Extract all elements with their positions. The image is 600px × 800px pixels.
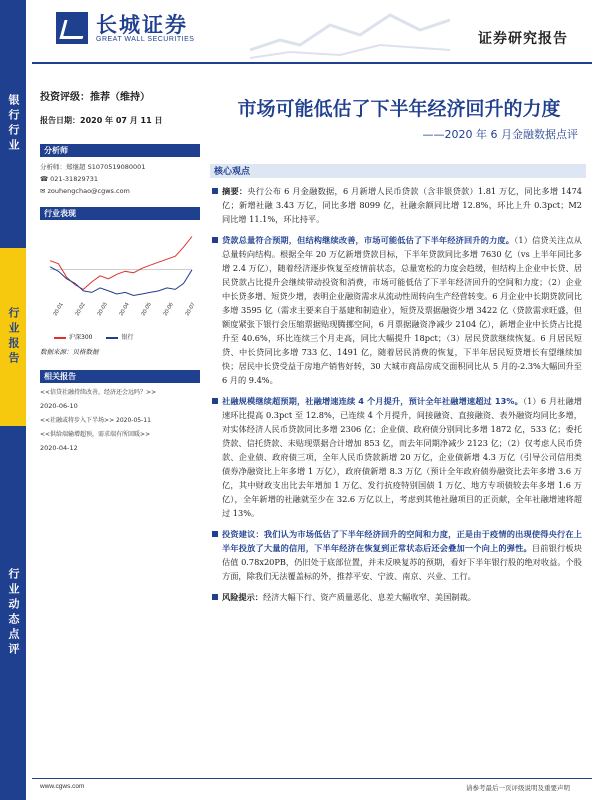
x-tick-label: 20-04 (118, 301, 131, 317)
side-label-text: 行业动态点评 (7, 568, 20, 658)
analyst-phone (40, 173, 200, 185)
x-tick-label: 20-06 (162, 301, 175, 317)
para-lead: 摘要： (222, 186, 248, 196)
related-report-date: 2020-04-12 (40, 444, 78, 452)
para-text: 经济大幅下行、资产质量恶化、息差大幅收窄、美国制裁。 (262, 592, 476, 602)
analyst-email[interactable] (40, 185, 200, 197)
series-line-1 (50, 267, 192, 296)
side-label-text: 银行行业 (7, 94, 20, 154)
related-section-head: 相关报告 (40, 370, 200, 383)
side-label-text: 行业报告 (7, 307, 20, 367)
x-tick-label: 20-07 (184, 301, 197, 317)
main-content (212, 184, 582, 611)
report-type-label: 证券研究报告 (478, 31, 568, 47)
page-header (0, 0, 600, 62)
side-label-industry (0, 0, 26, 248)
paragraph-social-financing (212, 394, 582, 520)
left-info-column (40, 88, 200, 457)
related-report-title[interactable]: <<信贷社融持续改善，经济还会远吗？>> (40, 389, 157, 396)
footer-website[interactable]: www.cgws.com (40, 783, 85, 790)
para-lead: 社融规模继续超预期，社融增速连续 4 个月提升，预计全年社融增速超过 13%。 (222, 396, 523, 406)
legend-label: 沪深300 (69, 334, 93, 341)
chart-source: 数据来源：贝格数据 (40, 348, 99, 356)
para-text: 央行公布 6 月金融数据，6 月新增人民币贷款（含非银贷款）1.81 万亿，同比多增 1474 亿；新增社融 3.43 万亿，同比多增 8099 亿，社融余额同比增 12.8%，环比上升 0.3pct；M2 同比增 11.1%，环比持平。 (222, 186, 582, 224)
analyst-name: 分析师：郑继超 S1070519080001 (40, 163, 146, 171)
legend-label: 银行 (121, 334, 134, 341)
legend-item-hs300 (54, 332, 92, 341)
paragraph-summary (212, 184, 582, 226)
core-view-label: 核心观点 (214, 164, 250, 177)
investment-rating: 投资评级：推荐（维持） (40, 92, 150, 103)
para-lead: 投资建议：我们认为市场低估了下半年经济回升的空间和力度，正是由于疫情的出现使得央行在上半年投放了大量的信用，下半年经济在恢复到正常状态后还会叠加一个向上的弹性。 (222, 529, 582, 553)
phone-icon: ☎ (40, 175, 51, 183)
logo-en-text: GREAT WALL SECURITIES (96, 35, 195, 43)
footer-disclaimer: 请参考最后一页评级说明及重要声明 (466, 784, 570, 792)
related-reports-list (40, 387, 200, 455)
paragraph-risk (212, 590, 582, 604)
analyst-section-head: 分析师 (40, 144, 200, 157)
logo-icon (56, 12, 88, 44)
report-title: 市场可能低估了下半年经济回升的力度 (237, 98, 561, 120)
para-lead: 风险提示： (222, 592, 263, 602)
side-label-report (0, 248, 26, 426)
related-report-title[interactable]: <<供给端输增超预，需求端有所回暖>> (40, 431, 151, 438)
legend-item-bank (106, 332, 133, 341)
report-date: 报告日期：2020 年 07 月 11 日 (40, 116, 163, 125)
email-icon: ✉ (40, 187, 48, 195)
chart-legend (54, 332, 200, 341)
report-subtitle: ——2020 年 6 月金融数据点评 (422, 128, 578, 141)
performance-section-head: 行业表现 (40, 207, 200, 220)
x-tick-label: 20-02 (74, 301, 87, 317)
para-text: （1）6 月社融增速环比提高 0.3pct 至 12.8%，已连续 4 个月提升，间接融资、直接融资、表外融资均同比多增，对实体经济人民币贷款同比多增 2306 亿；企业债、政府债分别同比多增 1872 亿，533 亿；委托贷款、信托贷款、未贴现票据合计增加 853 亿，而去年同期净减少 2123 亿；（2）仅考虑人民币贷款、企业债、政府债三项，全年人民币贷款新增 20 万亿，企业债新增 4.3 万亿（引导公司信用类债券净融资比上年多增 1 万亿），政府债新增 8.3 万亿（预计全年政府债券融资比去年多增 3.6 万亿，其中财政支出比去年增加 1 万亿、发行抗疫特别国债 1 万亿、地方专项债较去年多增 1.6 万亿），全年新增的社融就至少在 32.6 万亿以上，考虑到其他社融项目的正贡献，全年社融增速将超过 13%。 (222, 396, 582, 518)
x-tick-label: 20-01 (52, 301, 65, 317)
core-view-head (210, 164, 586, 178)
side-label-dynamic (0, 426, 26, 800)
great-wall-decoration (250, 0, 450, 60)
related-report-date: 2020-06-10 (40, 402, 78, 410)
analyst-info (40, 161, 200, 197)
x-tick-label: 20-05 (140, 301, 153, 317)
logo-cn-text: 长城证券 (96, 12, 188, 37)
phone-text: 021-31829731 (50, 175, 99, 183)
industry-performance-chart (40, 226, 200, 326)
para-text: 目前银行板块估值 0.78x20PB，仍旧处于底部位置，并未反映复苏的预期，看好下半年银行股的绝对收益。个股方面，除我们无法覆盖标的外，推荐平安、宁波、南京、兴业、工行。 (222, 543, 582, 581)
x-tick-label: 20-03 (96, 301, 109, 317)
footer-divider (32, 778, 592, 779)
company-logo (56, 12, 194, 44)
para-text: （1）信贷关注点从总量转向结构。根据全年 20 万亿新增贷款目标，下半年贷款同比多增 7630 亿（vs 上半年同比多增 2.4 万亿），随着经济逐步恢复至疫情前状态，总量宽松的力度会趋缓，但结构上企业中长贷、居民贷款占比提升会继续带动投资和消费，市场可能低估了下半年经济回升的空间和力度；（2）企业中长贷多增、短贷少增，表明企业融资需求从流动性周转向生产经营转变。6 月企业中长期贷款同比多增 3595 亿（需求主要来自于基建和制造业），短贷及票据融资少增 3422 亿（贷款需求旺盛，但额度紧张下银行会压缩票据贴现腾挪空间，6 月票据融资净减少 2104 亿），新增企业中长贷占比提升至 40.6%，环比连续三个月走高，同比大幅提升 18pct；（3）居民贷款继续恢复。6 月居民短贷、中长贷同比多增 733 亿、1491 亿，随着居民消费的恢复，下半年居民短贷增长有望继续加快；居民中长贷受益于房地产销售好转，30 大城市商品房成交面积同比从 5 月的-2.3%大幅回升至 6 月的 9.4%。 (222, 235, 582, 385)
header-divider (32, 62, 592, 64)
para-lead: 贷款总量符合预期，但结构继续改善，市场可能低估了下半年经济回升的力度。 (222, 235, 515, 245)
related-report-title[interactable]: <<社融或将步入下半场>> 2020-05-11 (40, 417, 151, 424)
paragraph-investment-advice (212, 527, 582, 583)
email-text[interactable]: zouhengchao@cgws.com (47, 187, 130, 195)
paragraph-loans (212, 233, 582, 387)
